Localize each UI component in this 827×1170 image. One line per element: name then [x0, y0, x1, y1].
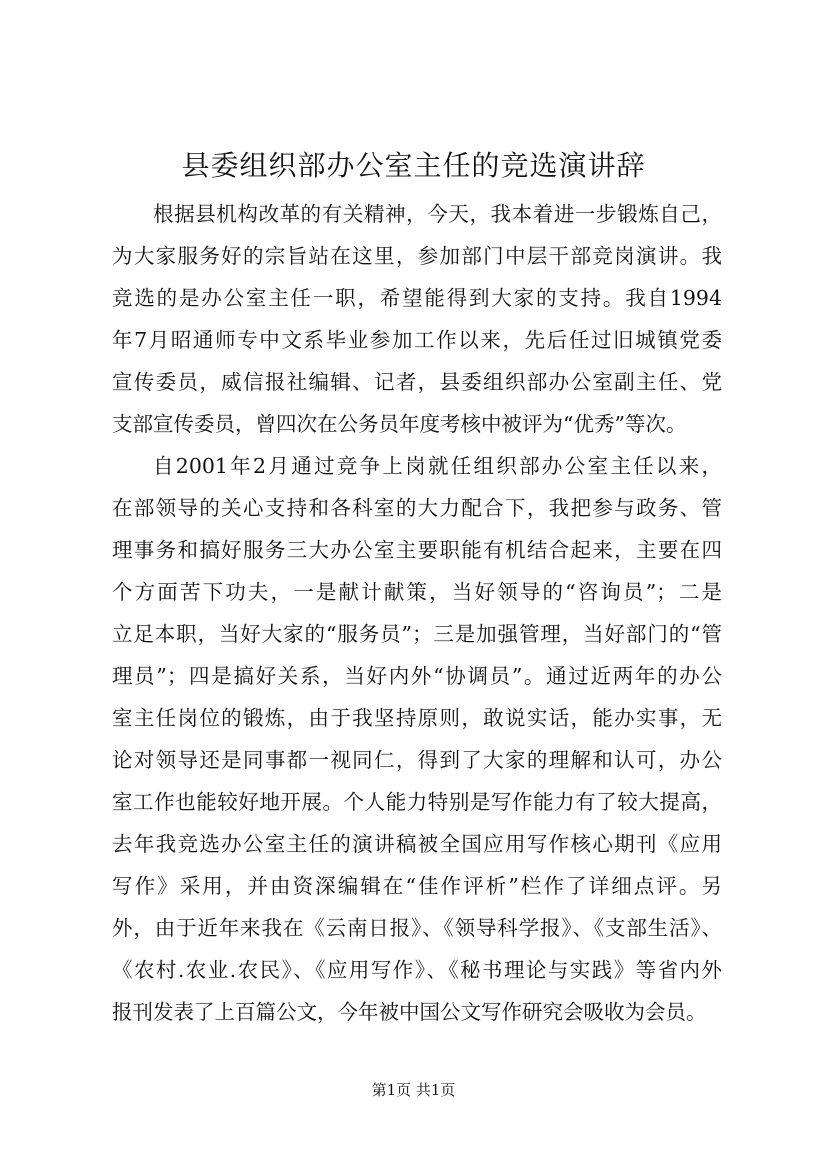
paragraph-2-line-1: 自2001年2月通过竞争上岗就任组织部办公室主任以来， [153, 454, 722, 478]
paragraph-2-line-5: 立足本职，当好大家的“服务员”；三是加强管理，当好部门的“管 [112, 622, 722, 646]
document-title: 县委组织部办公室主任的竞选演讲辞 [181, 149, 646, 182]
paragraph-2-line-9: 室工作也能较好地开展。个人能力特别是写作能力有了较大提高， [112, 790, 722, 814]
paragraph-2-line-3: 理事务和搞好服务三大办公室主要职能有机结合起来，主要在四 [112, 538, 722, 562]
paragraph-1-line-5: 宣传委员，威信报社编辑、记者，县委组织部办公室副主任、党 [112, 370, 722, 394]
paragraph-2-line-14: 报刊发表了上百篇公文，今年被中国公文写作研究会吸收为会员。 [112, 1000, 707, 1024]
paragraph-2-line-10: 去年我竞选办公室主任的演讲稿被全国应用写作核心期刊《应用 [112, 832, 722, 856]
paragraph-1-line-3: 竞选的是办公室主任一职，希望能得到大家的支持。我自1994 [112, 286, 722, 310]
paragraph-2-line-8: 论对领导还是同事都一视同仁，得到了大家的理解和认可，办公 [112, 748, 722, 772]
page-number-footer: 第1页 共1页 [371, 1081, 456, 1099]
paragraph-2-line-4: 个方面苦下功夫，一是献计献策，当好领导的“咨询员”；二是 [112, 580, 722, 604]
paragraph-1-line-2: 为大家服务好的宗旨站在这里，参加部门中层干部竞岗演讲。我 [112, 244, 722, 268]
paragraph-1-line-1: 根据县机构改革的有关精神，今天，我本着进一步锻炼自己， [153, 202, 722, 226]
paragraph-2-line-6: 理员”；四是搞好关系，当好内外“协调员”。通过近两年的办公 [112, 664, 722, 688]
paragraph-2-line-11: 写作》采用，并由资深编辑在“佳作评析”栏作了详细点评。另 [112, 874, 722, 898]
paragraph-2-line-13: 《农村.农业.农民》、《应用写作》、《秘书理论与实践》等省内外 [112, 958, 722, 982]
paragraph-1-line-6: 支部宣传委员，曾四次在公务员年度考核中被评为“优秀”等次。 [112, 412, 687, 436]
paragraph-1-line-4: 年7月昭通师专中文系毕业参加工作以来，先后任过旧城镇党委 [112, 328, 722, 352]
paragraph-2-line-7: 室主任岗位的锻炼，由于我坚持原则，敢说实话，能办实事，无 [112, 706, 722, 730]
paragraph-2-line-12: 外，由于近年来我在《云南日报》、《领导科学报》、《支部生活》、 [112, 916, 722, 940]
paragraph-2-line-2: 在部领导的关心支持和各科室的大力配合下，我把参与政务、管 [112, 496, 722, 520]
